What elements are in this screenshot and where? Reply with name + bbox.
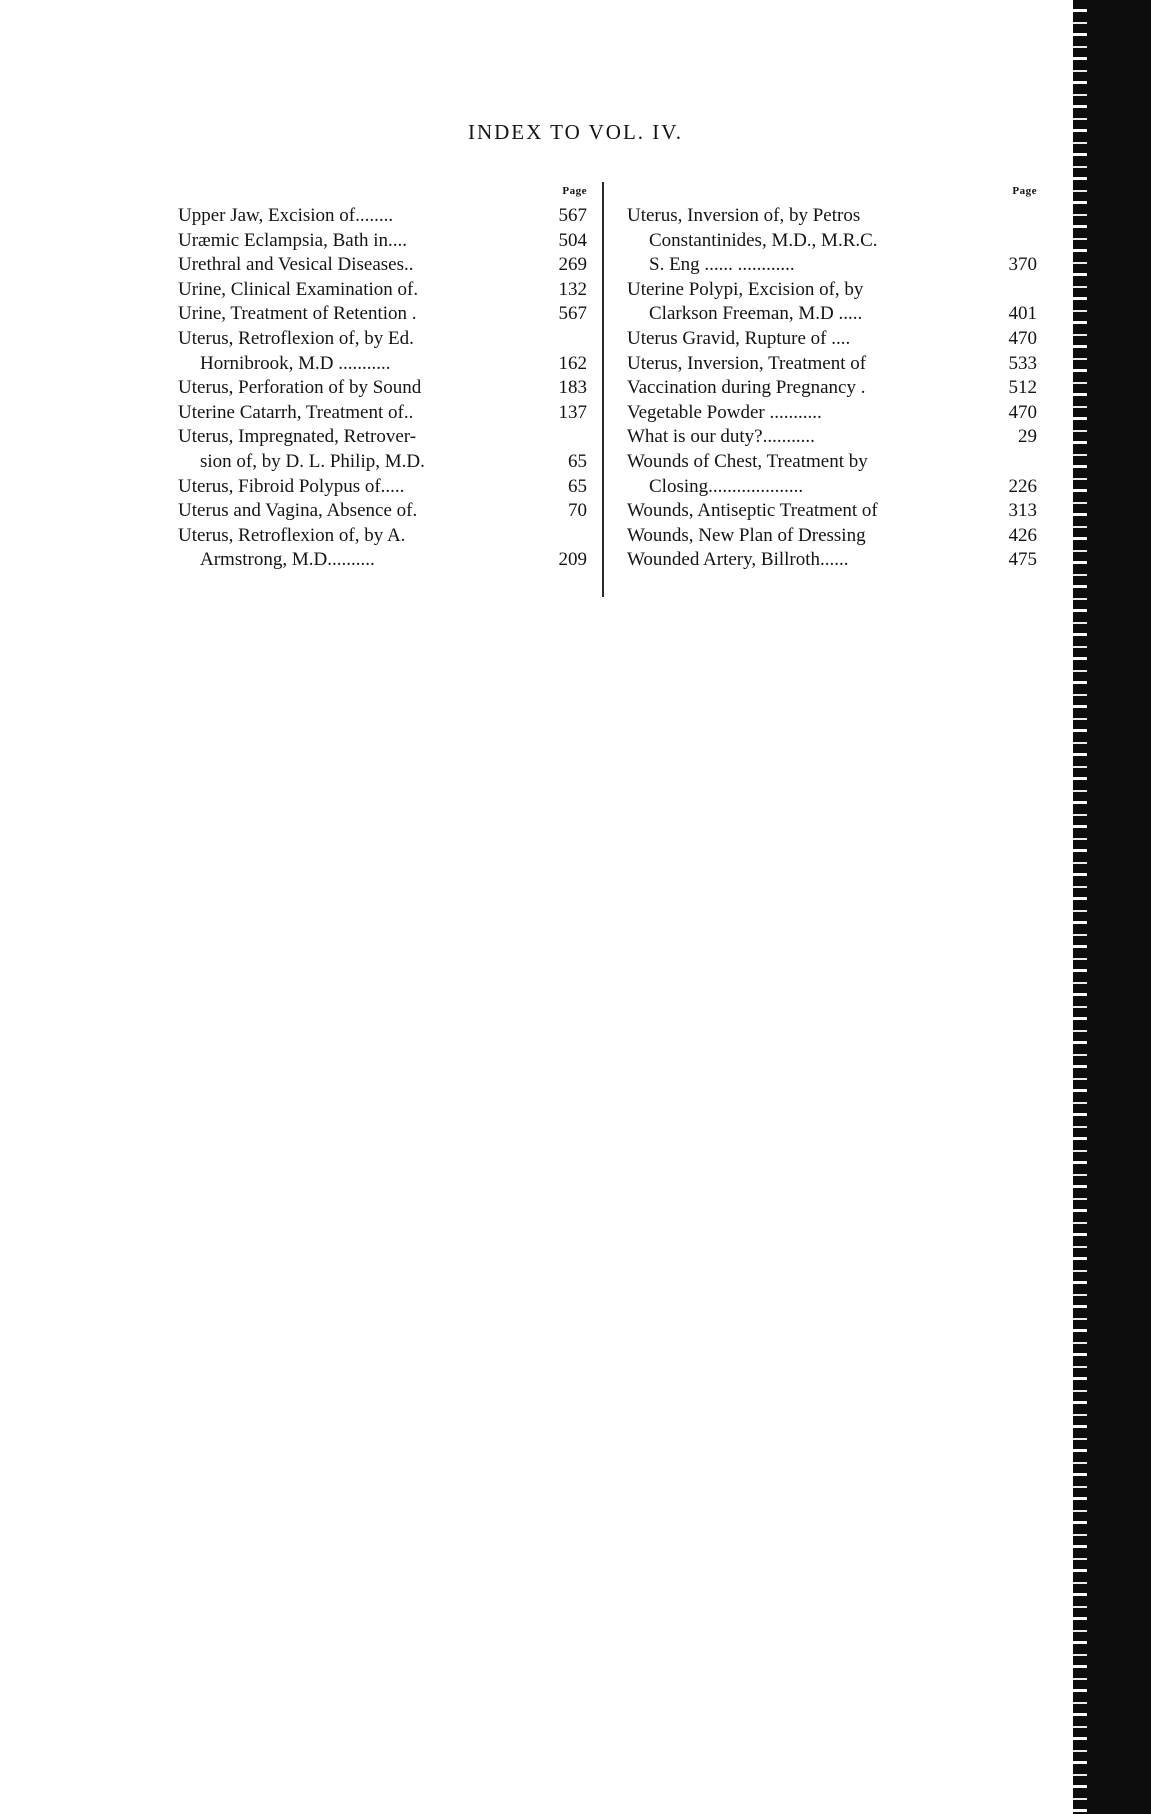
index-column-left	[178, 178, 591, 573]
index-entry-page: 162	[558, 352, 587, 374]
index-entry-text: Urethral and Vesical Diseases..	[178, 254, 414, 276]
index-entry-page: 504	[558, 229, 587, 251]
index-entry-text: Urine, Clinical Examination of.	[178, 278, 419, 300]
index-entry-page: 269	[558, 254, 587, 276]
index-entry-text: Uterus, Inversion, Treatment of	[627, 352, 867, 374]
index-entry-text: Closing....................	[649, 475, 804, 497]
index-entry-page: 226	[1008, 475, 1037, 497]
index-entry	[627, 204, 1041, 278]
page-title: INDEX TO VOL. IV.	[467, 120, 684, 144]
index-entry	[627, 499, 1041, 524]
index-entry	[627, 425, 1041, 450]
index-entry-text: S. Eng ...... ............	[649, 254, 795, 276]
index-entry	[178, 302, 591, 327]
index-entry	[178, 475, 591, 500]
index-entry-text: Upper Jaw, Excision of........	[178, 205, 394, 226]
index-entry-page: 65	[568, 475, 587, 497]
index-entry-page: 370	[1008, 254, 1037, 276]
index-entry-page: 70	[568, 500, 587, 522]
index-entry	[178, 278, 591, 303]
index-entry	[178, 499, 591, 524]
index-entry-page: 401	[1008, 303, 1037, 325]
book-binding-edge	[1083, 0, 1151, 1814]
index-entry-page: 65	[568, 450, 587, 472]
index-entry-text: Vaccination during Pregnancy .	[627, 377, 866, 399]
index-entry-text: Wounded Artery, Billroth......	[627, 549, 849, 571]
index-entry	[178, 229, 591, 254]
index-entry-page: 426	[1008, 524, 1037, 546]
index-entry	[627, 376, 1041, 401]
index-entry-text: Uræmic Eclampsia, Bath in....	[178, 229, 408, 251]
index-entry	[178, 425, 591, 474]
index-entry-page: 475	[1008, 549, 1037, 571]
index-entry-text: Armstrong, M.D..........	[200, 549, 375, 571]
index-entry-text: Uterus, Retroflexion of, by A.	[178, 524, 406, 546]
index-entry	[627, 450, 1041, 499]
index-entry-page: 132	[558, 278, 587, 300]
index-entry-text: Uterus, Inversion of, by Petros	[627, 205, 861, 226]
index-entry-page: 137	[558, 401, 587, 423]
index-entry-text: Urine, Treatment of Retention .	[178, 303, 417, 325]
index-entry	[627, 352, 1041, 377]
index-entry-text: Wounds of Chest, Treatment by	[627, 450, 868, 472]
index-entry-page: 470	[1008, 401, 1037, 423]
index-entry-page: 567	[558, 303, 587, 325]
index-entry-text: Uterus, Perforation of by Sound	[178, 377, 422, 399]
index-entry-text: Constantinides, M.D., M.R.C.	[649, 229, 878, 251]
index-entry-text: Wounds, New Plan of Dressing	[627, 524, 866, 546]
index-entry-page: 209	[558, 549, 587, 571]
page-column-label: Page	[562, 185, 587, 197]
index-entry-text: Uterus, Impregnated, Retrover-	[178, 426, 417, 448]
index-entry-text: Uterus, Fibroid Polypus of.....	[178, 475, 405, 497]
index-entry	[627, 327, 1041, 352]
index-entry-page: 183	[558, 377, 587, 399]
column-divider	[602, 182, 604, 597]
index-entry-page: 567	[558, 205, 587, 226]
index-entry-text: Uterine Catarrh, Treatment of..	[178, 401, 414, 423]
index-entry-text: Uterus and Vagina, Absence of.	[178, 500, 418, 522]
index-entry-page: 470	[1008, 327, 1037, 349]
index-entry	[178, 327, 591, 376]
index-entry	[627, 548, 1041, 573]
index-entry-text: Uterus, Retroflexion of, by Ed.	[178, 327, 414, 349]
index-entry-page: 29	[1018, 426, 1037, 448]
index-entry	[178, 253, 591, 278]
index-entry	[627, 524, 1041, 549]
index-entry	[178, 204, 591, 229]
index-entry-text: Clarkson Freeman, M.D .....	[649, 303, 863, 325]
index-entry-text: Hornibrook, M.D ...........	[200, 352, 391, 374]
index-entry	[178, 376, 591, 401]
index-entry-text: Wounds, Antiseptic Treatment of	[627, 500, 878, 522]
index-entry-text: Uterine Polypi, Excision of, by	[627, 278, 864, 300]
index-column-right	[627, 178, 1041, 573]
index-entry-page: 512	[1008, 377, 1037, 399]
index-entry	[178, 524, 591, 573]
index-entry-page: 533	[1008, 352, 1037, 374]
index-entry	[627, 401, 1041, 426]
index-entry-page: 313	[1008, 500, 1037, 522]
page-column-label: Page	[1012, 185, 1037, 197]
index-entry-text: Vegetable Powder ...........	[627, 401, 822, 423]
index-entry	[627, 278, 1041, 327]
index-entry	[178, 401, 591, 426]
index-entry-text: Uterus Gravid, Rupture of ....	[627, 327, 851, 349]
index-entry-text: sion of, by D. L. Philip, M.D.	[200, 450, 425, 472]
index-entry-text: What is our duty?...........	[627, 426, 815, 448]
